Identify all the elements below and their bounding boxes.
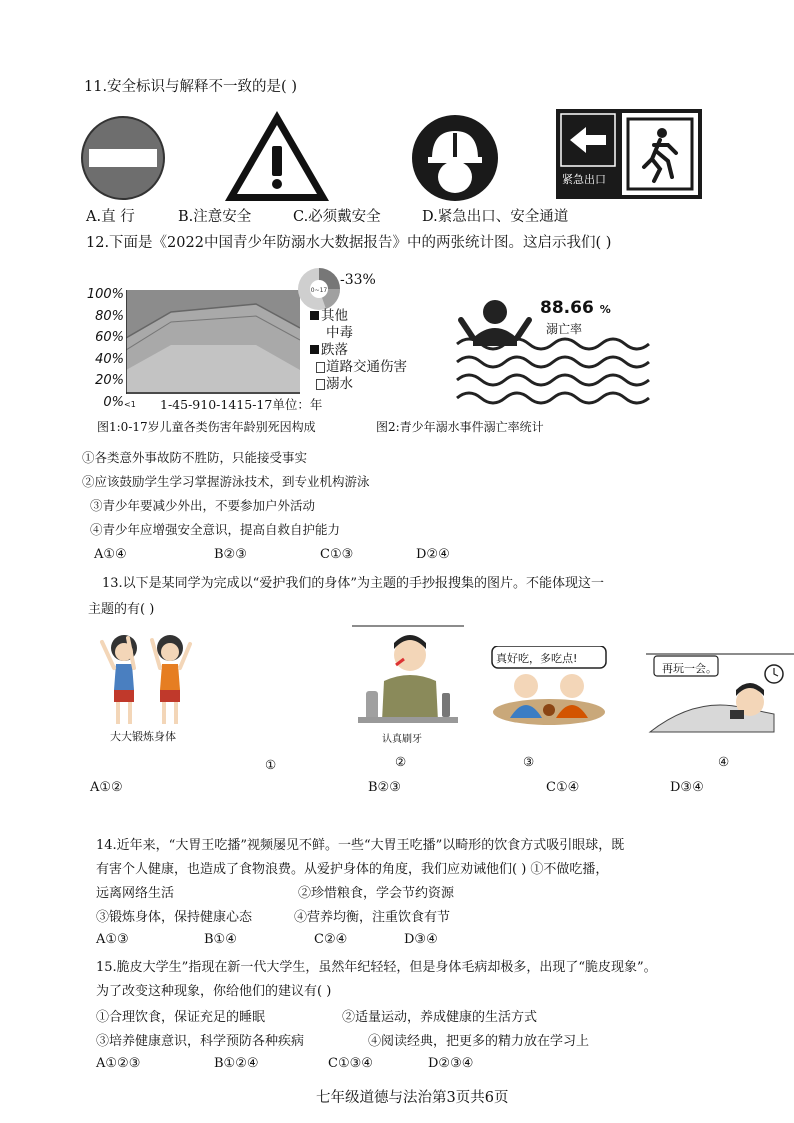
ytick: 20% <box>95 373 124 388</box>
legend-swatch <box>316 362 325 373</box>
q11-option-b: B.注意安全 <box>178 209 252 225</box>
q13-option-b: B②③ <box>368 780 401 795</box>
q15-line3b: ②适量运动，养成健康的生活方式 <box>342 1010 538 1025</box>
q15-line2: 为了改变这种现象，你给他们的建议有( ) <box>96 984 332 999</box>
pic3-number: ③ <box>523 754 535 769</box>
q15-line3a: ①合理饮食，保证充足的睡眠 <box>96 1010 266 1025</box>
q14-option-c: C②④ <box>314 932 348 947</box>
q15-option-b: B①②④ <box>214 1056 259 1071</box>
no-entry-sign-icon <box>80 112 166 204</box>
q11-option-c: C.必须戴安全 <box>293 209 381 225</box>
legend-swatch <box>310 311 319 320</box>
q12-option-a: A①④ <box>94 547 127 562</box>
fig1-area-chart <box>126 290 300 394</box>
legend-item-poisoning: 中毒 <box>326 325 353 341</box>
pic2-number: ② <box>395 754 407 769</box>
q12-option-d: D②④ <box>416 547 450 562</box>
q12-stem: 12.下面是《2022中国青少年防溺水大数据报告》中的两张统计图。这启示我们( ) <box>86 235 612 251</box>
q14-line3b: ②珍惜粮食，学会节约资源 <box>298 886 455 901</box>
q12-option-c: C①③ <box>320 547 354 562</box>
q12-statement-2: ②应该鼓励学生学习掌握游泳技术，到专业机构游泳 <box>82 474 370 489</box>
q14-option-b: B①④ <box>204 932 237 947</box>
kids-exercising-illustration <box>96 628 196 732</box>
q15-line4b: ④阅读经典，把更多的精力放在学习上 <box>368 1034 590 1049</box>
q14-line2: 有害个人健康，也造成了食物浪费。从爱护身体的角度，我们应劝诫他们( ) ①不做吃播， <box>96 862 609 877</box>
emergency-exit-sign <box>556 109 702 199</box>
fig2-rate: 88.66 % <box>540 298 611 318</box>
pic1-number: ① <box>265 757 277 772</box>
ytick: 0% <box>103 394 124 410</box>
q11-option-d: D.紧急出口、安全通道 <box>422 209 569 225</box>
pie-percent-label: -33% <box>340 272 376 288</box>
pic1-caption: 大大锻炼身体 <box>110 730 176 743</box>
q13-stem-line2: 主题的有( ) <box>88 602 155 617</box>
fig1-xaxis-label: 1-45-910-1415-17单位：年 <box>160 397 323 412</box>
fig1-legend <box>310 308 407 393</box>
fig2-caption: 图2:青少年溺水事件溺亡率统计 <box>376 420 544 434</box>
q13-option-d: D③④ <box>670 780 704 795</box>
q13-stem-line1: 13.以下是某同学为完成以“爱护我们的身体”为主题的手抄报搜集的图片。不能体现这一 <box>102 576 604 591</box>
q13-option-c: C①④ <box>546 780 580 795</box>
q14-line4b: ④营养均衡，注重饮食有节 <box>294 910 451 925</box>
fig1-x-start: <1 <box>124 400 136 409</box>
legend-item-other: 其他 <box>310 308 407 325</box>
ytick: 80% <box>95 308 124 324</box>
q14-line3a: 远离网络生活 <box>96 886 175 901</box>
exit-sign-text: 紧急出口 <box>562 173 606 186</box>
q15-line4a: ③培养健康意识，科学预防各种疾病 <box>96 1034 305 1049</box>
q12-statement-3: ③青少年要减少外出，不要参加户外活动 <box>90 498 316 513</box>
q12-statement-4: ④青少年应增强安全意识，提高自救自护能力 <box>90 522 341 537</box>
pie-center-label: 0~17 <box>310 287 328 294</box>
pic4-number: ④ <box>718 754 730 769</box>
legend-item-drowning: 溺水 <box>310 376 407 393</box>
q15-option-c: C①③④ <box>328 1056 373 1071</box>
q11-option-a: A.直 行 <box>86 209 135 225</box>
q14-option-d: D③④ <box>404 932 438 947</box>
fig1-caption: 图1:0-17岁儿童各类伤害年龄别死因构成 <box>97 420 316 434</box>
pic2-caption: 认真刷牙 <box>382 734 422 745</box>
legend-item-traffic: 道路交通伤害 <box>310 359 407 376</box>
wear-helmet-sign-icon <box>410 111 500 205</box>
q15-option-d: D②③④ <box>428 1056 474 1071</box>
q14-line4a: ③锻炼身体，保持健康心态 <box>96 910 253 925</box>
pic3-speech-bubble: 真好吃，多吃点! <box>496 652 578 665</box>
q15-option-a: A①②③ <box>96 1056 141 1071</box>
q15-line1: 15.脆皮大学生”指现在新一代大学生，虽然年纪轻轻，但是身体毛病却极多，出现了“脆皮现象”。 <box>96 960 657 975</box>
q13-option-a: A①② <box>90 780 123 795</box>
legend-item-fall: 跌落 <box>310 342 407 359</box>
legend-swatch <box>316 379 325 390</box>
fig1-yaxis-ticks <box>82 284 124 413</box>
ytick: 60% <box>95 330 124 345</box>
q12-statement-1: ①各类意外事故防不胜防，只能接受事实 <box>82 450 308 465</box>
q14-line1: 14.近年来，“大胃王吃播”视频屡见不鲜。一些“大胃王吃播”以畸形的饮食方式吸引眼球，既 <box>96 838 625 853</box>
q12-option-b: B②③ <box>214 547 247 562</box>
q14-option-a: A①③ <box>96 932 129 947</box>
pic4-speech-bubble: 再玩一会。 <box>662 662 717 675</box>
ytick: 100% <box>86 287 124 302</box>
ytick: 40% <box>95 351 124 367</box>
q11-stem: 11.安全标识与解释不一致的是( ) <box>84 79 297 95</box>
legend-swatch <box>310 345 319 354</box>
fig2-rate-label: 溺亡率 <box>546 322 583 336</box>
warning-sign-icon <box>222 108 332 204</box>
page-footer: 七年级道德与法治第3页共6页 <box>316 1090 509 1106</box>
fig1-pie-chart <box>296 266 342 312</box>
brushing-teeth-illustration <box>352 625 464 725</box>
